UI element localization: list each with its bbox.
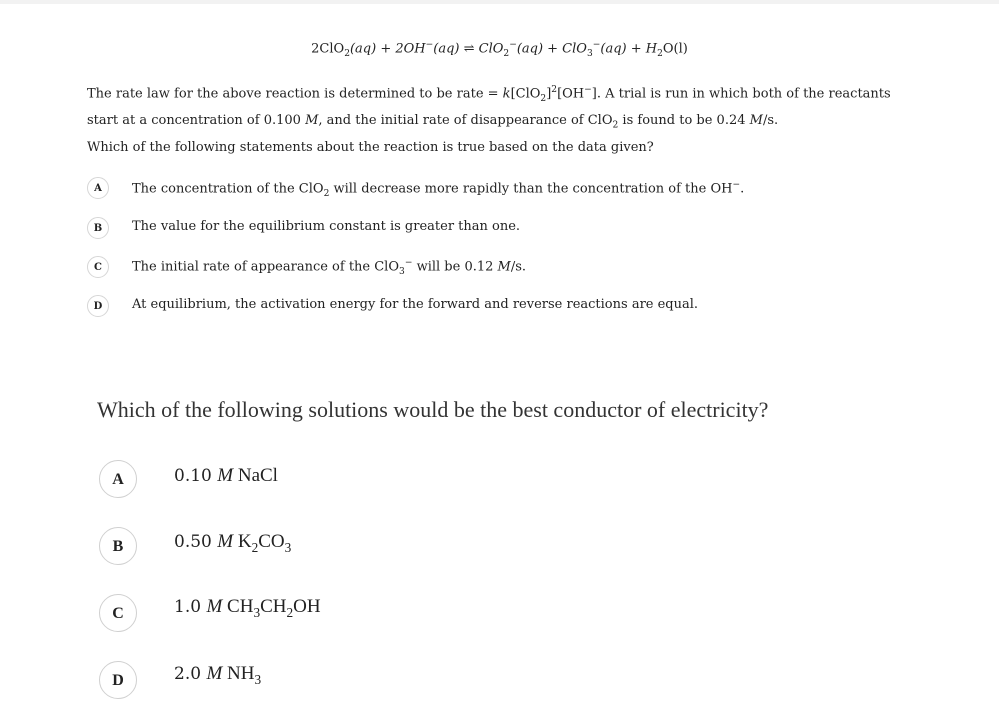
option-a-text[interactable]: The concentration of the ClO$_2$ will decrease more rapidly than the concentration of the OH−. xyxy=(132,180,745,199)
option-d-text[interactable]: At equilibrium, the activation energy for the forward and reverse reactions are equal. xyxy=(132,297,699,312)
option-c-text[interactable]: The initial rate of appearance of the ClO$_3$− will be 0.12 M/s. xyxy=(132,258,527,277)
q2-option-d-text[interactable]: 2.0 M $NH_3$ xyxy=(174,663,262,687)
question2-prompt: Which of the following solutions would be the best conductor of electricity? xyxy=(97,397,769,422)
option-a-badge[interactable]: A xyxy=(87,177,109,199)
option-d-badge[interactable]: D xyxy=(87,295,109,317)
question1-prompt: Which of the following statements about the reaction is true based on the data given? xyxy=(87,140,654,155)
reaction-equation: 2ClO$_2$(aq) + 2OH−(aq) ⇌ $ClO_2^-(aq) + ClO_3^-(aq) + H_2O(l)$ xyxy=(311,40,688,59)
rate-law-paragraph: The rate law for the above reaction is determined to be rate = $k[ClO_2]^2[OH^-]$. A trial is run in which both of the reactants start at a concentration of 0.100 M, and the initial rate of disappearance of ClO$_2$ is found to be 0.24 M/s. xyxy=(87,85,891,131)
q2-option-d-badge[interactable]: D xyxy=(99,661,137,699)
option-b-badge[interactable]: B xyxy=(87,217,109,239)
top-divider xyxy=(0,0,999,4)
q2-option-b-text[interactable]: 0.50 M $K_2CO_3$ xyxy=(174,531,292,555)
option-c-badge[interactable]: C xyxy=(87,256,109,278)
q2-option-c-badge[interactable]: C xyxy=(99,594,137,632)
option-b-text[interactable]: The value for the equilibrium constant is greater than one. xyxy=(132,219,521,234)
q2-option-c-text[interactable]: 1.0 M $CH_3CH_2OH$ xyxy=(174,596,321,620)
q2-option-a-badge[interactable]: A xyxy=(99,460,137,498)
q2-option-b-badge[interactable]: B xyxy=(99,527,137,565)
q2-option-a-text[interactable]: 0.10 M NaCl xyxy=(174,465,278,486)
